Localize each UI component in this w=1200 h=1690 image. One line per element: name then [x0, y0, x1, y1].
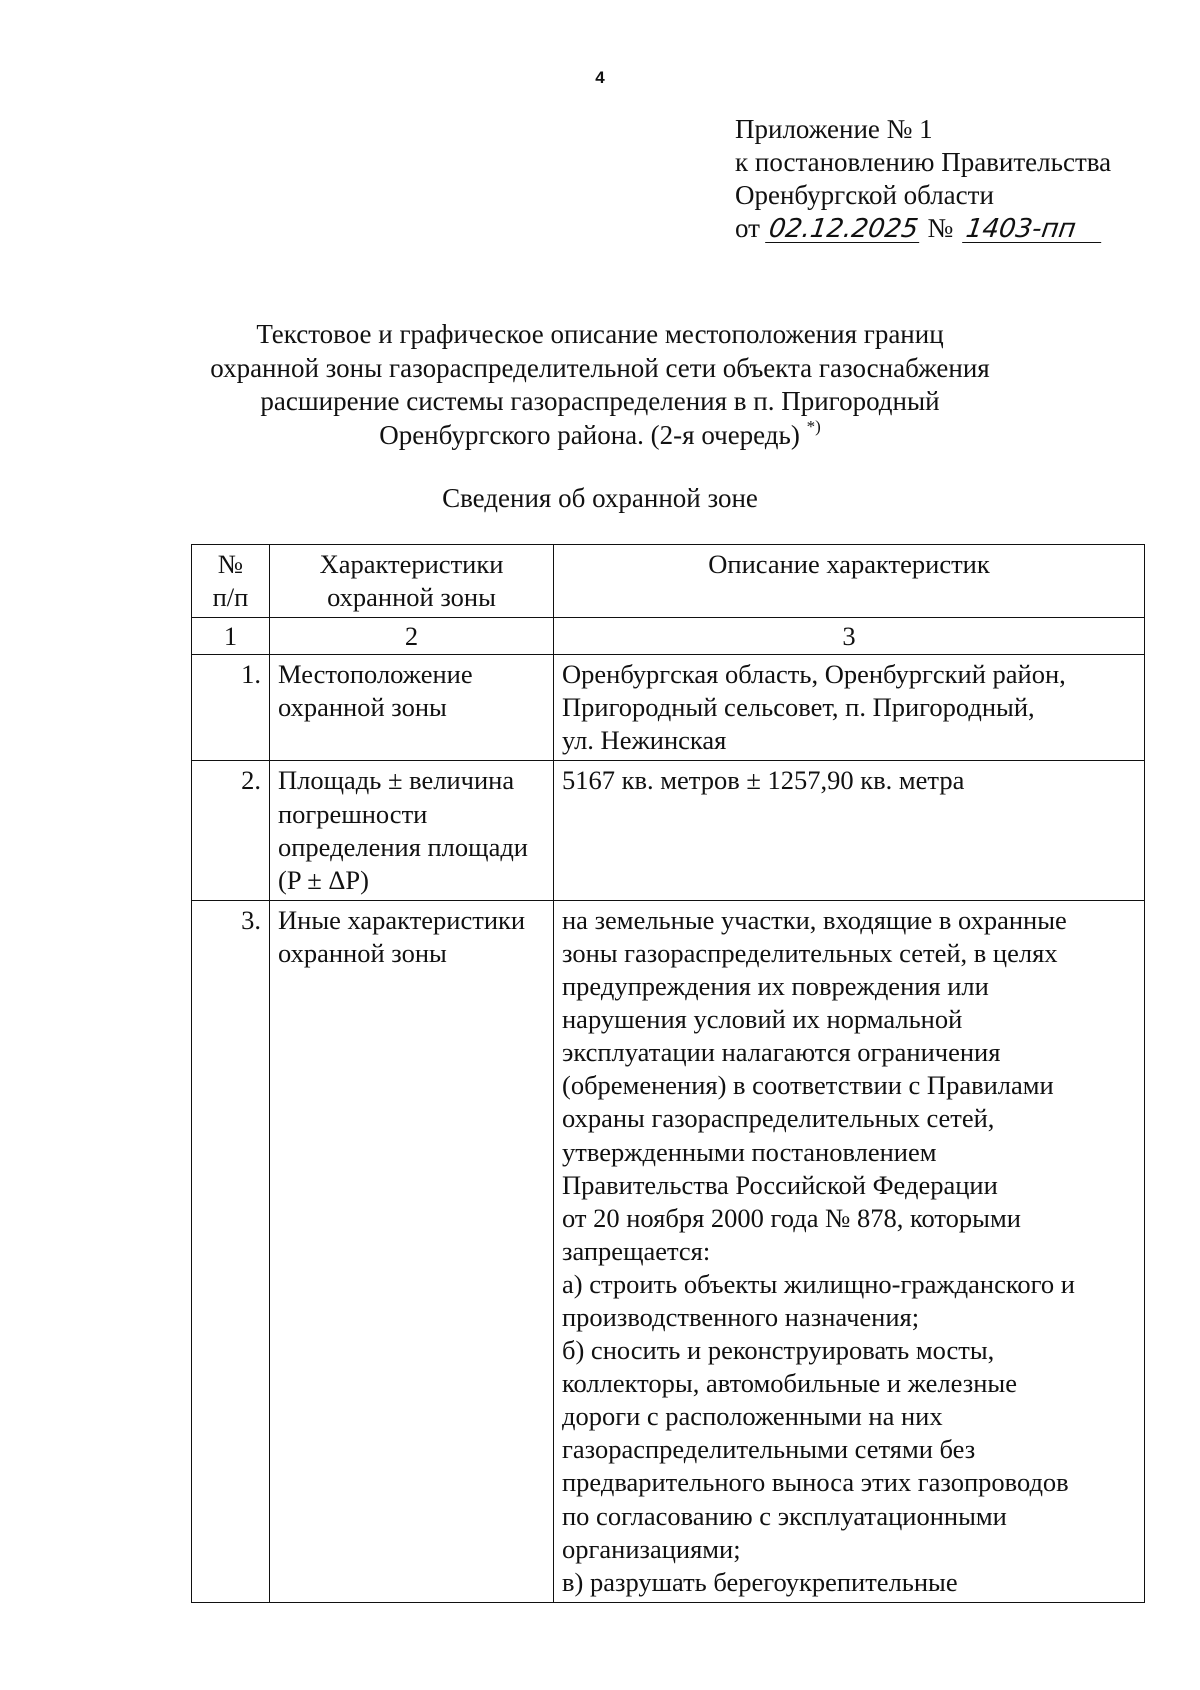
row-description-line: (обременения) в соответствии с Правилами — [562, 1070, 1054, 1101]
appendix-date-number — [735, 212, 1111, 245]
table-row — [192, 900, 1145, 1602]
row-description-line: Правительства Российской Федерации — [562, 1169, 998, 1200]
from-label: от — [735, 213, 760, 243]
row-characteristic — [270, 761, 554, 900]
row-characteristic-line: Иные характеристики — [278, 904, 526, 935]
header-characteristics-line-2: охранной зоны — [327, 582, 496, 613]
appendix-resolution: к постановлению Правительства — [735, 147, 1112, 177]
title-line-4-text: Оренбургского района. (2-я очередь) — [379, 419, 800, 450]
document-title — [0, 318, 1200, 452]
page-number: 4 — [595, 68, 605, 87]
row-description-line: зоны газораспределительных сетей, в целях — [562, 937, 1058, 968]
row-description-line: по согласованию с эксплуатационными — [562, 1500, 1007, 1531]
appendix-region: Оренбургской области — [735, 180, 994, 210]
header-description — [554, 545, 1145, 618]
title-line-4 — [0, 416, 1200, 453]
column-number-3: 3 — [554, 618, 1145, 655]
table-header-row — [192, 545, 1145, 618]
table-row — [192, 655, 1145, 761]
row-description-line: коллекторы, автомобильные и железные — [562, 1368, 1017, 1399]
row-description — [554, 655, 1145, 761]
appendix-title: Приложение № 1 — [735, 114, 933, 144]
row-number: 2. — [192, 761, 270, 900]
row-description-line: эксплуатации налагаются ограничения — [562, 1037, 1001, 1068]
handwritten-date: 02.12.2025 — [765, 216, 923, 243]
title-line-1: Текстовое и графическое описание местоположения границ — [256, 319, 944, 349]
row-characteristic — [270, 900, 554, 1602]
title-line-2: охранной зоны газораспределительной сети объекта газоснабжения — [210, 352, 990, 383]
column-number-2: 2 — [270, 618, 554, 655]
row-characteristic-line: Площадь ± величина — [278, 765, 515, 796]
row-description-line: нарушения условий их нормальной — [562, 1004, 963, 1035]
row-number: 1. — [192, 655, 270, 761]
row-description-line: дороги с расположенными на них — [562, 1401, 943, 1432]
row-description-line: б) сносить и реконструировать мосты, — [562, 1335, 995, 1366]
header-characteristics-line-1: Характеристики — [319, 549, 504, 579]
row-characteristic-line: охранной зоны — [278, 692, 447, 723]
row-description-line: производственного назначения; — [562, 1301, 920, 1332]
row-description-line: 5167 кв. метров ± 1257,90 кв. метра — [562, 765, 965, 796]
row-description-line: в) разрушать берегоукрепительные — [562, 1566, 958, 1597]
handwritten-number: 1403-пп — [962, 216, 1105, 243]
row-characteristic-line: охранной зоны — [278, 937, 447, 968]
row-description-line: от 20 ноября 2000 года № 878, которыми — [562, 1202, 1021, 1233]
row-description-line: ул. Нежинская — [562, 725, 727, 756]
row-description-line: газораспределительными сетями без — [562, 1434, 976, 1465]
row-description-line: Оренбургская область, Оренбургский район, — [562, 659, 1066, 690]
appendix-block — [735, 113, 1111, 245]
zone-info-table — [191, 544, 1145, 1603]
row-description — [554, 900, 1145, 1602]
header-number-line-2: п/п — [212, 582, 249, 613]
table-row — [192, 761, 1145, 900]
row-description-line: утвержденными постановлением — [562, 1136, 937, 1167]
row-characteristic — [270, 655, 554, 761]
row-characteristic-line: погрешности — [278, 798, 428, 829]
row-description-line: предварительного выноса этих газопроводов — [562, 1467, 1069, 1498]
row-description-line: а) строить объекты жилищно-гражданского и — [562, 1268, 1075, 1299]
row-description-line: охраны газораспределительных сетей, — [562, 1103, 995, 1134]
row-description-line: Пригородный сельсовет, п. Пригородный, — [562, 692, 1035, 723]
header-number-line-1: № — [217, 549, 244, 579]
row-description-line: на земельные участки, входящие в охранные — [562, 904, 1067, 935]
footnote-mark: *) — [806, 416, 821, 436]
section-subtitle: Сведения об охранной зоне — [442, 483, 758, 513]
row-characteristic-line: Местоположение — [278, 659, 473, 690]
row-description-line: организациями; — [562, 1533, 741, 1564]
row-description-line: запрещается: — [562, 1235, 711, 1266]
row-characteristic-line: определения площади — [278, 831, 528, 862]
row-description — [554, 761, 1145, 900]
row-description-line: предупреждения их повреждения или — [562, 971, 989, 1002]
title-line-3: расширение системы газораспределения в п. Пригородный — [260, 386, 940, 416]
header-number — [192, 545, 270, 618]
column-number-1: 1 — [192, 618, 270, 655]
number-label: № — [927, 213, 954, 243]
row-number: 3. — [192, 900, 270, 1602]
header-characteristics — [270, 545, 554, 618]
row-characteristic-line: (P ± ΔP) — [278, 864, 369, 895]
table-column-numbers-row — [192, 618, 1145, 655]
header-description-line-1: Описание характеристик — [708, 549, 990, 579]
